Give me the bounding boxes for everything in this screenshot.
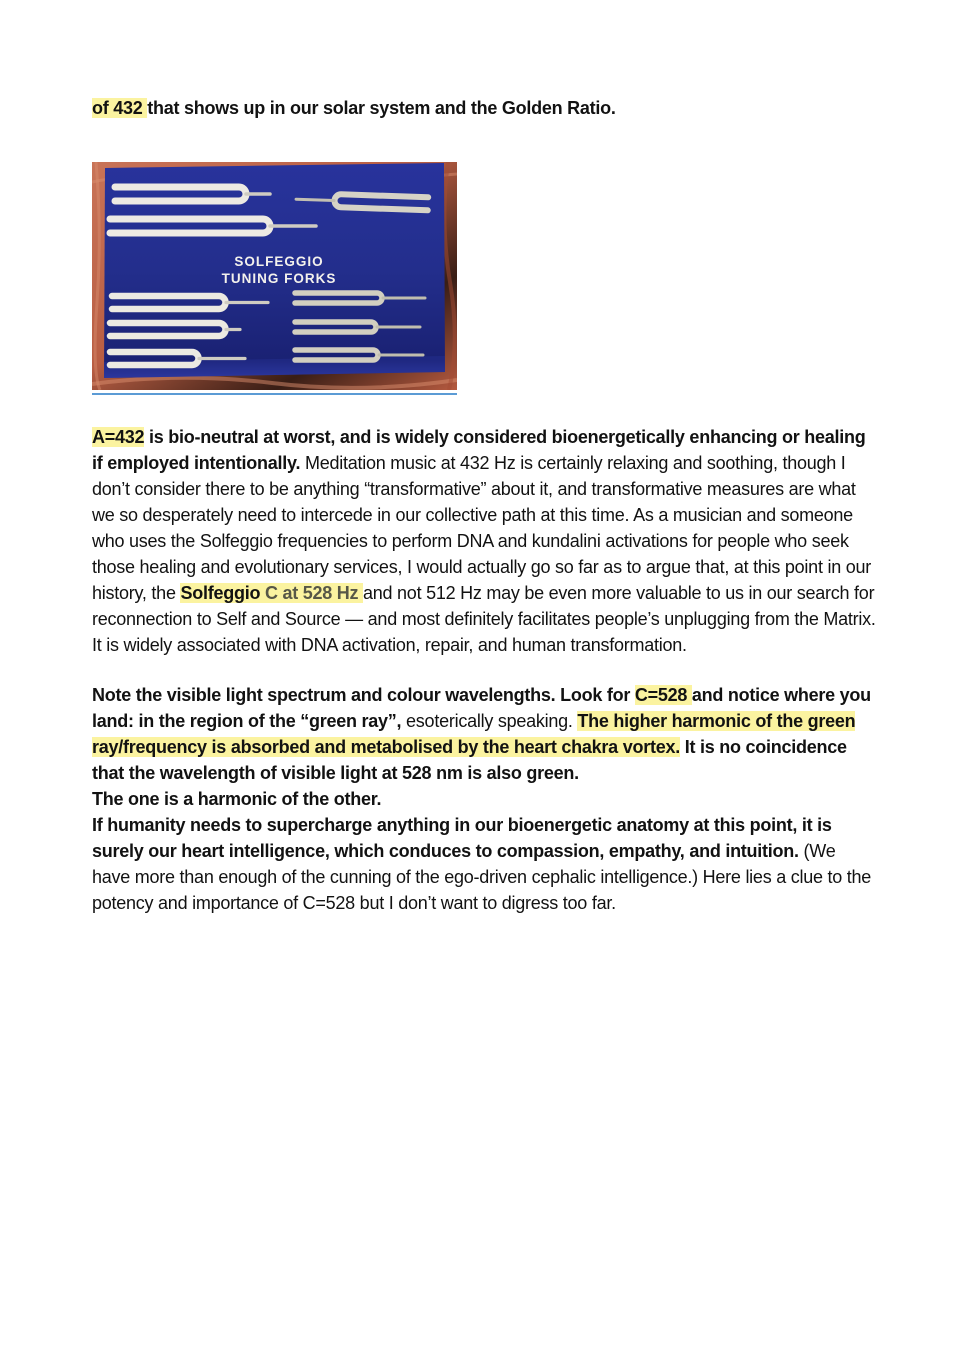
text-run: C=528 (634, 685, 692, 705)
text-run: Note the visible light spectrum and colour wavelengths. Look for (92, 685, 635, 705)
text-run: Solfeggio (180, 583, 265, 603)
tuning-forks-photo[interactable] (92, 162, 457, 390)
text-run: esoterically speaking. (401, 711, 578, 731)
text-run: C at 528 Hz (264, 583, 364, 603)
text-run: and not 512 Hz may be even more valuable to us in our search for reconnection to Self and Source — and most definitely facilitates people’s unplugging from the Matrix. It is widely associated with DNA activation, repair, and human transformation. (92, 583, 876, 655)
text-run: that shows up in our solar system and the Golden Ratio. (147, 98, 616, 118)
photo-caption-line1: SOLFEGGIO (234, 254, 324, 269)
paragraph-528 (92, 682, 876, 916)
text-run: Meditation music at 432 Hz is certainly relaxing and soothing, though I don’t consider there to be anything “transformative” about it, and transformative measures are what we so desperately need to intercede in our collective path at this time. As a musician and someone who uses the Solfeggio frequencies to perform DNA and kundalini activations for people who seek those healing and evolutionary services, I would actually go so far as to argue that, at this point in our history, the (92, 453, 871, 603)
photo-caption-line2: TUNING FORKS (221, 271, 337, 286)
paragraph-432 (92, 424, 876, 658)
text-run: (We have more than enough of the cunning of the ego-driven cephalic intelligence.) Here lies a clue to the potency and importance of C=528 but I don’t want to digress too far. (92, 841, 872, 913)
text-run: The one is a harmonic of the other. (92, 789, 382, 809)
text-run: of 432 (92, 98, 148, 118)
heading-line (92, 95, 876, 121)
text-run: If humanity needs to supercharge anything in our bioenergetic anatomy at this point, it is surely our heart intelligence, which conduces to compassion, empathy, and intuition. (92, 815, 832, 861)
image-hyperlink-underline (92, 393, 457, 395)
text-run: and notice where you land: in the region of the “green ray”, (92, 685, 871, 731)
text-run: It is no coincidence that the wavelength of visible light at 528 nm is also green. (92, 737, 847, 783)
text-run: is bio-neutral at worst, and is widely considered bioenergetically enhancing or healing if employed intentionally. (92, 427, 866, 473)
text-run: The higher harmonic of the green ray/frequency is absorbed and metabolised by the heart chakra vortex. (92, 711, 856, 757)
text-run: A=432 (92, 427, 145, 447)
tuning-forks-figure[interactable] (92, 162, 457, 395)
